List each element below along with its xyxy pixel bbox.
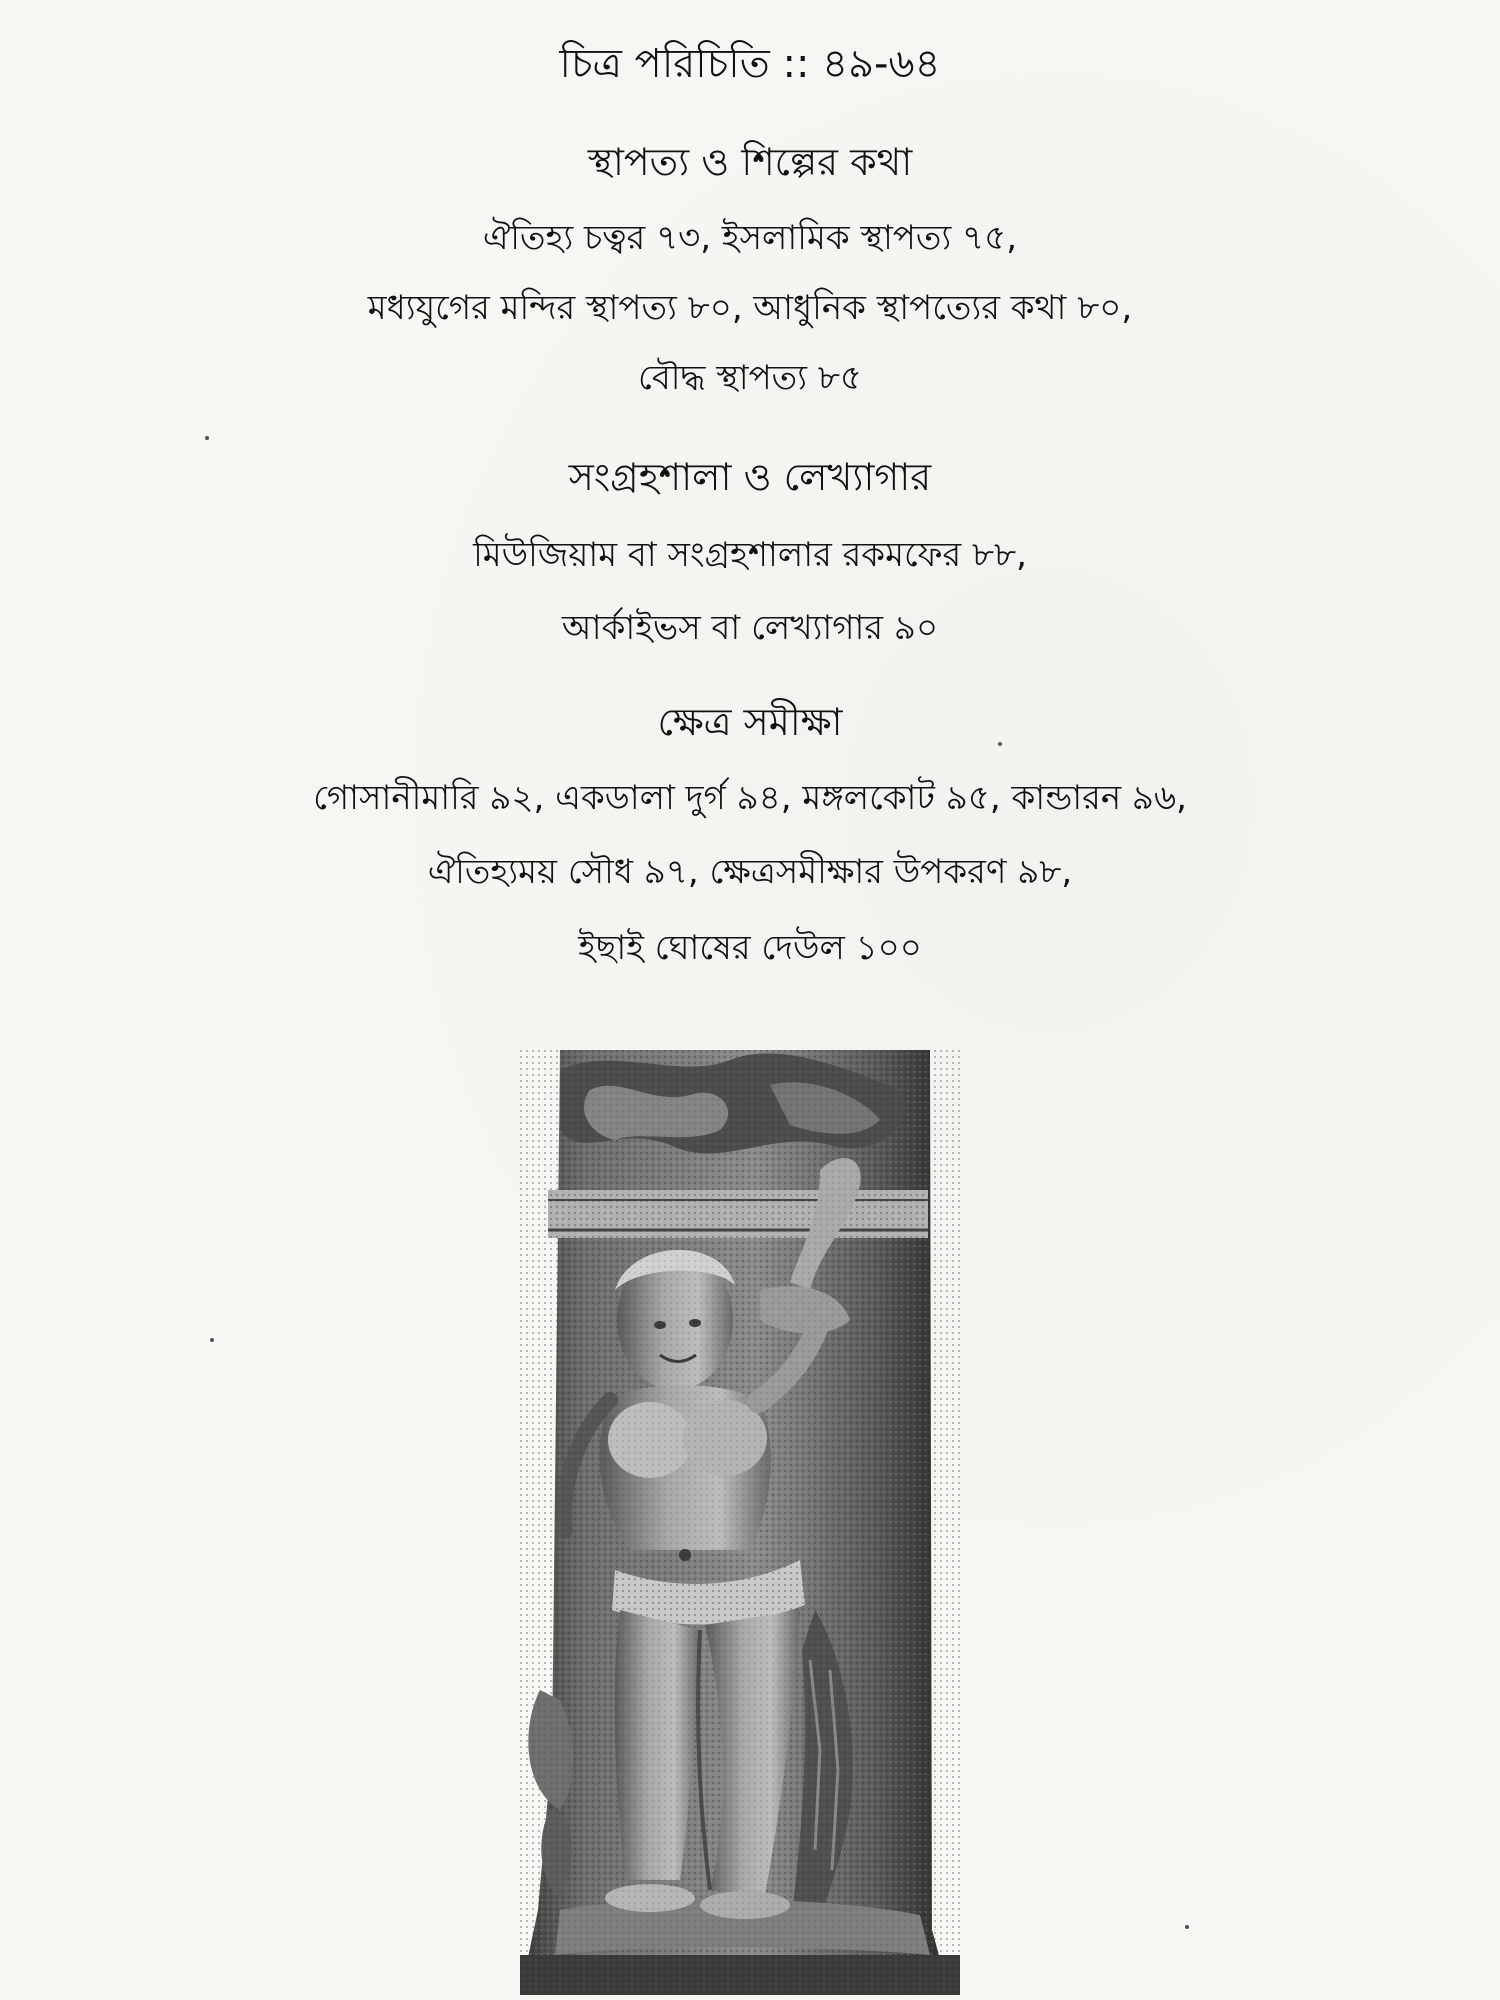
contents-line: ঐতিহ্যময় সৌধ ৯৭, ক্ষেত্রসমীক্ষার উপকরণ ৯৮, [427,852,1073,892]
contents-line: মধ্যযুগের মন্দির স্থাপত্য ৮০, আধুনিক স্থাপত্যের কথা ৮০, [367,288,1133,328]
section-heading-field-survey: ক্ষেত্র সমীক্ষা [657,700,843,744]
print-speck [205,436,209,440]
contents-line: ইছাই ঘোষের দেউল ১০০ [578,928,922,968]
contents-line: আর্কাইভস বা লেখ্যাগার ৯০ [561,608,939,648]
sculpture-relief-icon [520,1050,960,1995]
contents-line: বৌদ্ধ স্থাপত্য ৮৫ [638,358,862,398]
page-title: চিত্র পরিচিতি :: ৪৯-৬৪ [559,41,941,87]
section-heading-museum: সংগ্রহশালা ও লেখ্যাগার [568,455,932,499]
sculpture-relief-photo [520,1050,960,1995]
contents-line: ঐতিহ্য চত্বর ৭৩, ইসলামিক স্থাপত্য ৭৫, [482,218,1018,258]
section-heading-architecture: স্থাপত্য ও শিল্পের কথা [587,140,913,184]
print-speck [998,742,1002,746]
print-speck [1185,1925,1189,1929]
print-speck [210,1338,214,1342]
contents-line: মিউজিয়াম বা সংগ্রহশালার রকমফের ৮৮, [473,535,1027,575]
contents-line: গোসানীমারি ৯২, একডালা দুর্গ ৯৪, মঙ্গলকোট ৯৫, কান্ডারন ৯৬, [313,778,1187,818]
